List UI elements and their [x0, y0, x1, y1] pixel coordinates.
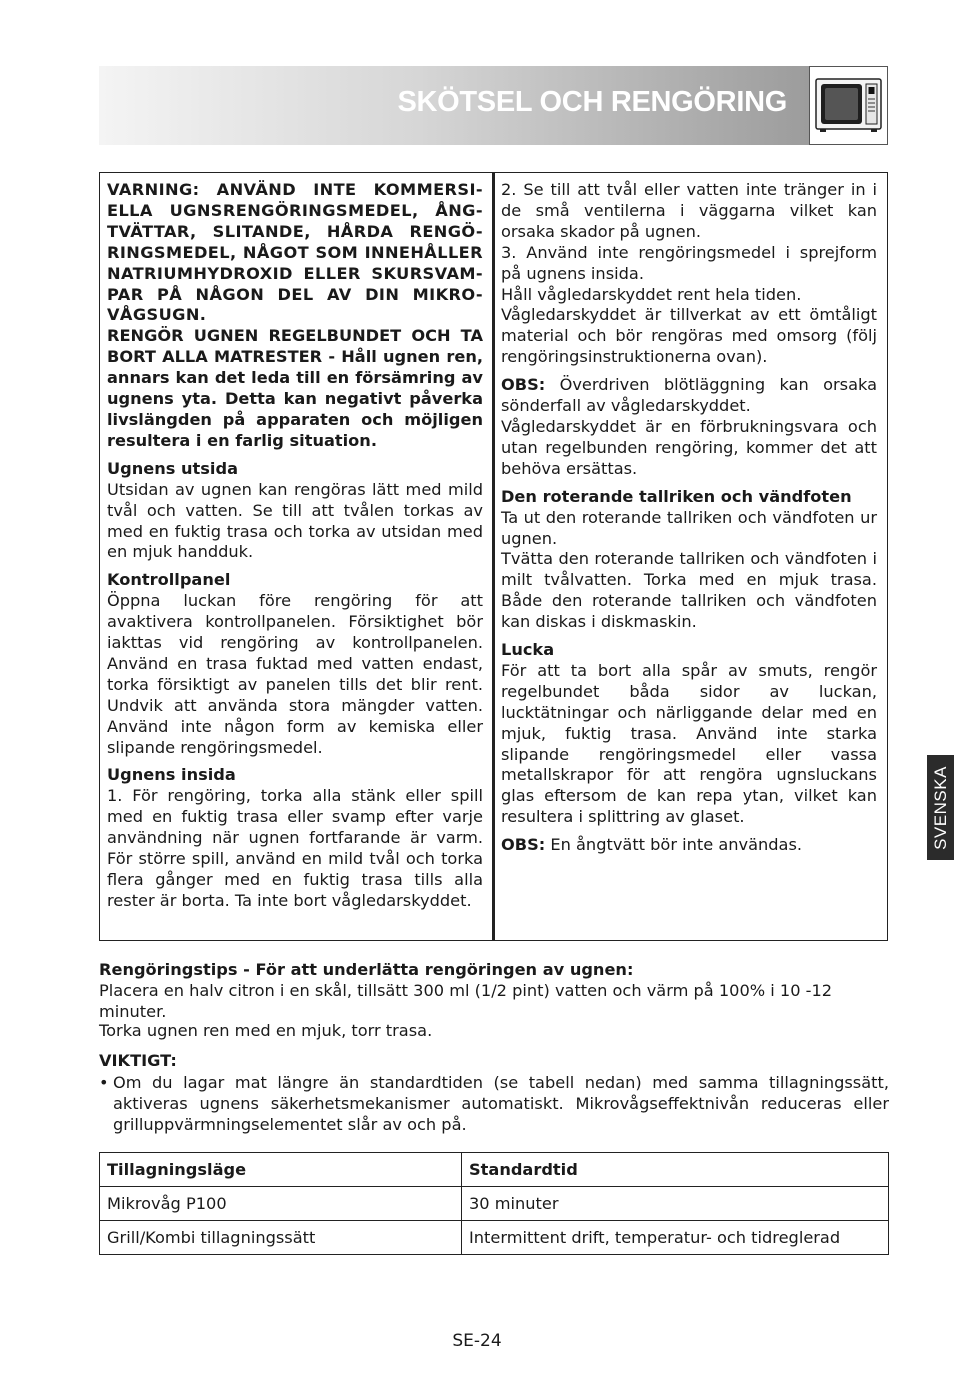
- door-text: För att ta bort alla spår av smuts, rengör regelbundet båda sidor av luckan, lucktätningar och närliggande delar med en mjuk, fuktig trasa. Använd inte starka slipande rengöringsmedel eller vassa metallskrapor för att rengöra ugnsluckans glas eftersom de kan repa ytan, vilket kan resultera i splittring av glaset.: [501, 660, 877, 827]
- door-heading: Lucka: [501, 640, 555, 660]
- standard-time-table: [99, 1152, 889, 1255]
- cleaning-instructions-box: [99, 172, 888, 941]
- turntable-text-1: Ta ut den roterande tallriken och vändfoten ur ugnen.: [501, 507, 877, 548]
- control-panel-heading: Kontrollpanel: [107, 570, 231, 590]
- table-cell: Mikrovåg P100: [100, 1187, 462, 1221]
- exterior-heading: Ugnens utsida: [107, 458, 238, 478]
- obs-note-1: [501, 375, 877, 417]
- interior-item-2: 2. Se till att tvål eller vatten inte tränger in i de små ventilerna i väggarna vilket kan orsaka skador på ugnen.: [501, 180, 877, 241]
- table-header-row: [100, 1153, 889, 1187]
- control-panel-section: [107, 570, 483, 758]
- header-band: [99, 66, 809, 145]
- language-tab: [927, 755, 954, 860]
- interior-heading: Ugnens insida: [107, 765, 236, 785]
- tips-text-1: Placera en halv citron i en skål, tillsätt 300 ml (1/2 pint) vatten och värm på 100% i 10 -12 minuter.: [99, 981, 833, 1021]
- regular-cleaning-text: RENGÖR UGNEN REGELBUNDET OCH TA BORT ALLA MATRESTER - Håll ugnen ren, annars kan det leda till en försämring av ugnens yta. Detta kan negativt påverka livslängden på apparaten och möjligen resultera i en farlig situation.: [107, 326, 483, 450]
- obs-label-1: OBS:: [501, 375, 546, 395]
- exterior-text: Utsidan av ugnen kan rengöras lätt med mild tvål och vatten. Se till att tvålen torkas av med en fuktig trasa och torka av utsidan med en mjuk handduk.: [107, 479, 483, 562]
- table-cell: Grill/Kombi tillagningssätt: [100, 1221, 462, 1255]
- obs-label-2: OBS:: [501, 835, 546, 855]
- table-header-mode: Tillagningsläge: [100, 1153, 462, 1187]
- turntable-heading: Den roterande tallriken och vändfoten: [501, 486, 852, 506]
- language-tab-label: SVENSKA: [930, 765, 950, 850]
- obs-section-2: [501, 835, 877, 856]
- table-cell: 30 minuter: [462, 1187, 889, 1221]
- microwave-icon: [809, 66, 888, 145]
- right-column: [501, 180, 877, 856]
- important-heading: VIKTIGT:: [99, 1051, 177, 1070]
- interior-text: 1. För rengöring, torka alla stänk eller spill med en fuktig trasa eller svamp efter varje användning när ugnen fortfarande är varm. För större spill, använd en mild tvål och torka flera gånger med en fuktig trasa tills alla rester är borta. Ta inte bort vågledarskyddet.: [107, 786, 483, 910]
- tips-text-2: Torka ugnen ren med en mjuk, torr trasa.: [99, 1021, 433, 1040]
- control-panel-text: Öppna luckan före rengöring för att avaktivera kontrollpanelen. Försiktighet bör iakttas vid rengöring av kontrollpanelen. Använd en trasa fuktad med vatten endast, torka försiktigt av panelen tills det blir rent. Undvik att använda stora mängder vatten. Använd inte någon form av kemiska eller slipande rengöringsmedel.: [107, 591, 483, 757]
- page-number: SE-24: [452, 1331, 502, 1351]
- important-bullet-text: Om du lagar mat längre än standardtiden (se tabell nedan) med samma tillagningssätt, aktiveras ugnens säkerhetsmekanismer automatiskt. Mikrovågseffektnivån reduceras eller grilluppvärmningselementet slår av och på.: [113, 1073, 889, 1134]
- column-divider: [492, 173, 495, 940]
- warning-text: VARNING: ANVÄND INTE KOMMERSI- ELLA UGNSRENGÖRINGSMEDEL, ÅNG- TVÄTTAR, SLITANDE, HÅRDA RENGÖ- RINGSMEDEL, NÅGOT SOM INNEHÅLLER NATRIUMHYDROXID ELLER SKURSVAM- PAR PÅ NÅGON DEL AV DIN MIKRO- VÅGSUGN.: [107, 180, 483, 325]
- important-bullet: [99, 1073, 889, 1136]
- interior-section: [107, 765, 483, 911]
- obs-section-1: [501, 375, 877, 480]
- table-header-time: Standardtid: [462, 1153, 889, 1187]
- door-section: [501, 640, 877, 828]
- table-cell: Intermittent drift, temperatur- och tidreglerad: [462, 1221, 889, 1255]
- page-title: SKÖTSEL OCH RENGÖRING: [397, 86, 787, 118]
- obs-text-1: Överdriven blötläggning kan orsaka sönderfall av vågledarskyddet.: [501, 375, 877, 416]
- left-column: [107, 180, 483, 912]
- bullet-icon: •: [99, 1073, 109, 1092]
- obs-text-2: En ångtvätt bör inte användas.: [545, 835, 803, 855]
- table-row: [100, 1221, 889, 1255]
- waveguide-text-1: Håll vågledarskyddet rent hela tiden.: [501, 284, 802, 304]
- obs-text-1b: Vågledarskyddet är en förbrukningsvara och utan regelbunden rengöring, kommer det att behöva ersättas.: [501, 416, 877, 478]
- exterior-section: [107, 459, 483, 564]
- table-row: [100, 1187, 889, 1221]
- tips-heading: Rengöringstips - För att underlätta rengöringen av ugnen:: [99, 960, 634, 979]
- waveguide-text-2: Vågledarskyddet är tillverkat av ett ömtåligt material och bör rengöras med omsorg (följ rengöringsinstruktionerna ovan).: [501, 305, 877, 367]
- obs-note-2: [501, 835, 877, 856]
- turntable-section: [501, 487, 877, 633]
- turntable-text-2: Tvätta den roterande tallriken och vändfoten i milt tvålvatten. Torka med en mjuk trasa. Både den roterande tallriken och vändfoten kan diskas i diskmaskin.: [501, 549, 877, 632]
- interior-item-3: 3. Använd inte rengöringsmedel i sprejform på ugnens insida.: [501, 242, 877, 283]
